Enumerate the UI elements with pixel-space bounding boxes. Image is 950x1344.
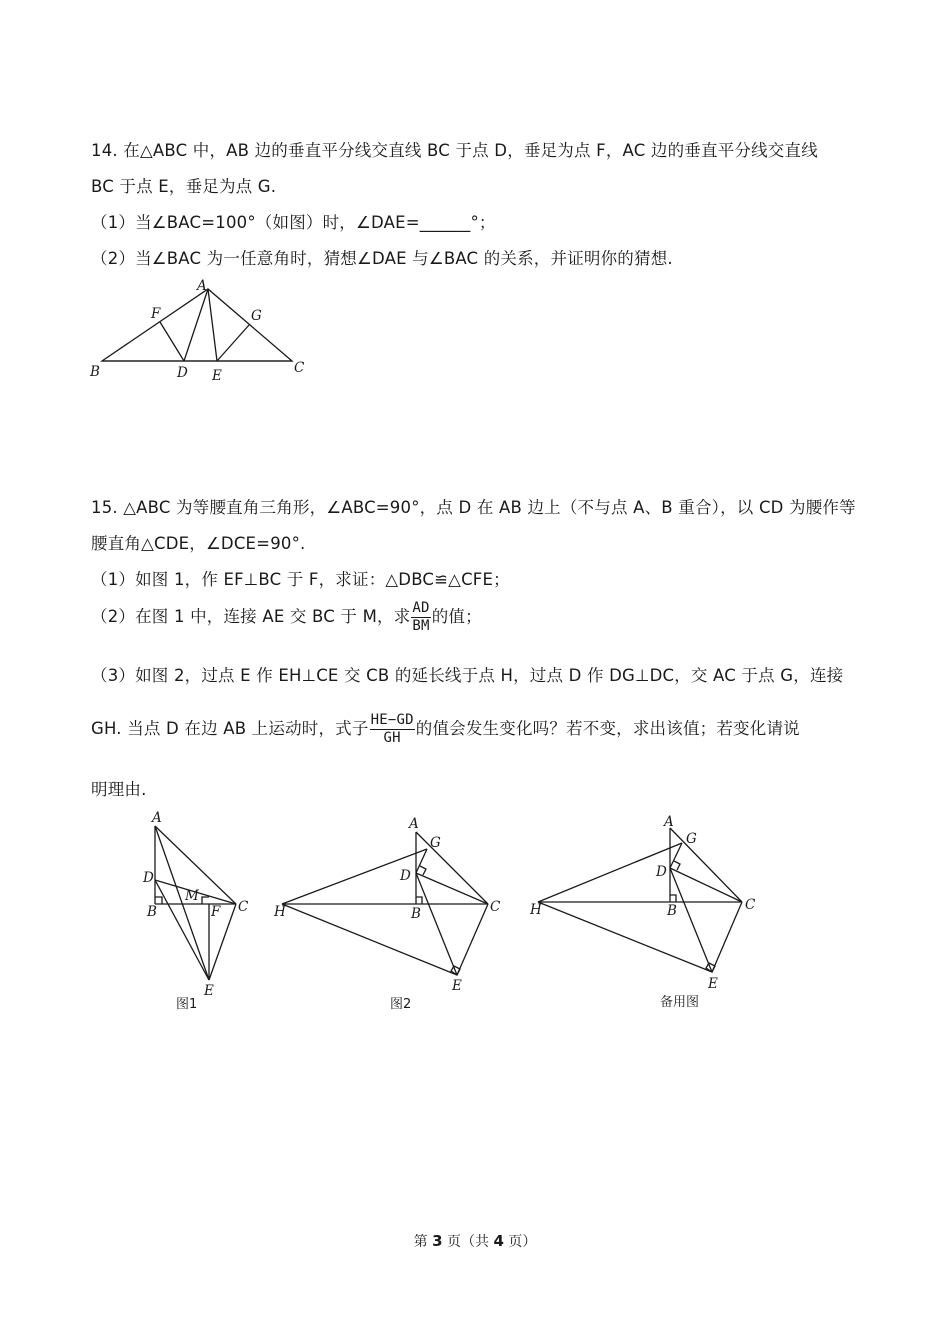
caption-fig2: 图2 <box>390 997 412 1012</box>
footer-middle: 页（共 <box>442 1234 494 1250</box>
footer-suffix: 页） <box>503 1234 537 1250</box>
q15-part3-line3: 明理由. <box>91 780 147 799</box>
label-h: H <box>274 904 286 920</box>
label-d: D <box>177 365 188 381</box>
q15-part2-tail: 的值； <box>431 607 482 626</box>
segment-ac <box>670 828 742 902</box>
label-c: C <box>490 899 501 915</box>
footer-prefix: 第 <box>413 1234 433 1250</box>
fraction-denominator: BM <box>412 618 430 634</box>
q14-line1: 14. 在△ABC 中，AB 边的垂直平分线交直线 BC 于点 D，垂足为点 F，AC 边的垂直平分线交直线 <box>91 141 818 160</box>
current-page-number: 3 <box>432 1232 443 1250</box>
label-b: B <box>411 906 421 922</box>
q15-part3-text: GH. 当点 D 在边 AB 上运动时，式子 <box>91 719 369 738</box>
label-e: E <box>708 976 718 992</box>
q15-part3-tail: 的值会发生变化吗？若不变，求出该值；若变化请说 <box>415 719 800 738</box>
label-b: B <box>147 904 157 920</box>
q15-line2: 腰直角△CDE，∠DCE=90°. <box>91 534 306 553</box>
label-d: D <box>143 870 154 886</box>
q15-line1: 15. △ABC 为等腰直角三角形，∠ABC=90°，点 D 在 AB 边上（不与点 A、B 重合），以 CD 为腰作等 <box>91 498 856 517</box>
q14-part1: （1）当∠BAC=100°（如图）时，∠DAE=______°； <box>91 213 496 232</box>
q15-part1: （1）如图 1，作 EF⊥BC 于 F，求证：△DBC≌△CFE； <box>91 570 510 589</box>
label-e: E <box>452 978 462 994</box>
label-a: A <box>664 814 674 830</box>
q15-part3-line1: （3）如图 2，过点 E 作 EH⊥CE 交 CB 的延长线于点 H，过点 D 作 DG⊥DC，交 AC 于点 G，连接 <box>91 666 844 685</box>
label-f: F <box>211 904 221 920</box>
label-f: F <box>151 306 161 322</box>
label-a: A <box>152 810 162 826</box>
label-d: D <box>400 868 411 884</box>
label-a: A <box>409 816 419 832</box>
segment-he <box>538 902 712 972</box>
segment-dc <box>670 868 742 902</box>
caption-fig1: 图1 <box>176 997 198 1012</box>
segment-de <box>670 868 712 972</box>
total-page-count: 4 <box>493 1232 504 1250</box>
label-c: C <box>294 360 305 376</box>
label-e: E <box>212 368 222 384</box>
right-angle-b <box>670 895 676 902</box>
q14-part2: （2）当∠BAC 为一任意角时，猜想∠DAE 与∠BAC 的关系，并证明你的猜想. <box>91 249 673 268</box>
label-b: B <box>667 903 677 919</box>
fraction-denominator: GH <box>383 730 401 746</box>
label-c: C <box>238 899 249 915</box>
q14-line2: BC 于点 E，垂足为点 G. <box>91 177 277 196</box>
q15-part2-text: （2）在图 1 中，连接 AE 交 BC 于 M，求 <box>91 607 411 626</box>
label-d: D <box>656 864 667 880</box>
label-h: H <box>530 902 542 918</box>
label-m: M <box>185 888 199 904</box>
right-angle-d <box>674 861 680 870</box>
label-e: E <box>204 983 214 999</box>
fraction-numerator: AD <box>412 600 430 616</box>
label-a: A <box>197 278 207 294</box>
fraction-numerator: HE−GD <box>370 712 414 728</box>
label-b: B <box>90 364 100 380</box>
label-g: G <box>251 308 262 324</box>
label-g: G <box>430 835 441 851</box>
label-g: G <box>686 831 697 847</box>
segment-ce <box>712 902 742 972</box>
label-c: C <box>745 897 756 913</box>
caption-spare: 备用图 <box>660 995 700 1010</box>
page-footer <box>0 1231 950 1251</box>
